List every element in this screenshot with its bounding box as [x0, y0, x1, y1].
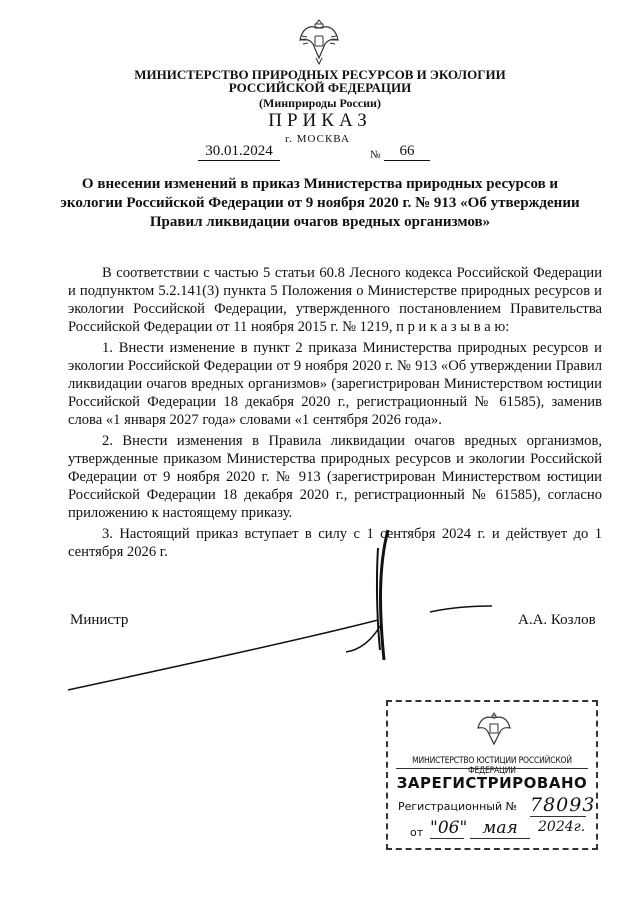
document-city: г. МОСКВА [285, 133, 350, 145]
document-title: О внесении изменений в приказ Министерства природных ресурсов и экологии Российской Федерации от 9 ноября 2020 г. № 913 «Об утверждении Правил ликвидации очагов вредных организмов» [60, 176, 580, 230]
document-type: ПРИКАЗ [268, 110, 372, 131]
ministry-name-line2: РОССИЙСКОЙ ФЕДЕРАЦИИ [228, 80, 412, 95]
document-date: 30.01.2024 [198, 143, 280, 161]
stamp-divider [396, 768, 588, 769]
signatory-position: Министр [70, 612, 129, 628]
body-paragraph: В соответствии с частью 5 статьи 60.8 Лесного кодекса Российской Федерации и подпунктом 5.2.141(3) пункта 5 Положения о Министерстве природных ресурсов и экологии Российской Федерации, утвержденного постановлением Правительства Российской Федерации от 11 ноября 2015 г. № 1219, п р и к а з ы в а ю: [68, 265, 602, 335]
signatory-name: А.А. Козлов [518, 612, 596, 628]
stamp-year: 2024г. [538, 819, 586, 835]
stamp-month: мая [470, 818, 530, 839]
stamp-day: "06" [430, 818, 468, 838]
body-paragraph: 1. Внести изменение в пункт 2 приказа Министерства природных ресурсов и экологии Российской Федерации от 9 ноября 2020 г. № 913 «Об утверждении Правил ликвидации очагов вредных организмов» (зарегистрирован Министерством юстиции Российской Федерации 18 декабря 2020 г., регистрационный № 61585), заменив слова «1 января 2027 года» словами «1 сентября 2026 года». [68, 340, 602, 428]
stamp-reg-number: 78093 [530, 794, 596, 816]
registration-stamp [386, 700, 598, 850]
stamp-date-from: от [410, 826, 424, 839]
stamp-emblem-icon [474, 710, 514, 750]
body-paragraph: 2. Внести изменения в Правила ликвидации очагов вредных организмов, утвержденные приказом Министерства природных ресурсов и экологии Российской Федерации от 9 ноября 2020 г. № 913 (зарегистрирован Министерством юстиции Российской Федерации 18 декабря 2020 г., регистрационный № 61585), согласно приложению к настоящему приказу. [68, 433, 602, 521]
body-paragraph: 3. Настоящий приказ вступает в силу с 1 сентября 2024 г. и действует до 1 сентября 2026 г. [68, 526, 602, 560]
number-label: № [370, 149, 381, 161]
document-number: 66 [384, 143, 430, 161]
stamp-status: ЗАРЕГИСТРИРОВАНО [396, 774, 588, 792]
ministry-name-line1: МИНИСТЕРСТВО ПРИРОДНЫХ РЕСУРСОВ И ЭКОЛОГИИ [134, 67, 506, 82]
stamp-ministry: МИНИСТЕРСТВО ЮСТИЦИИ РОССИЙСКОЙ ФЕДЕРАЦИИ [412, 756, 572, 776]
ministry-short-name: (Минприроды России) [259, 96, 381, 110]
stamp-reg-label: Регистрационный № [398, 800, 518, 813]
